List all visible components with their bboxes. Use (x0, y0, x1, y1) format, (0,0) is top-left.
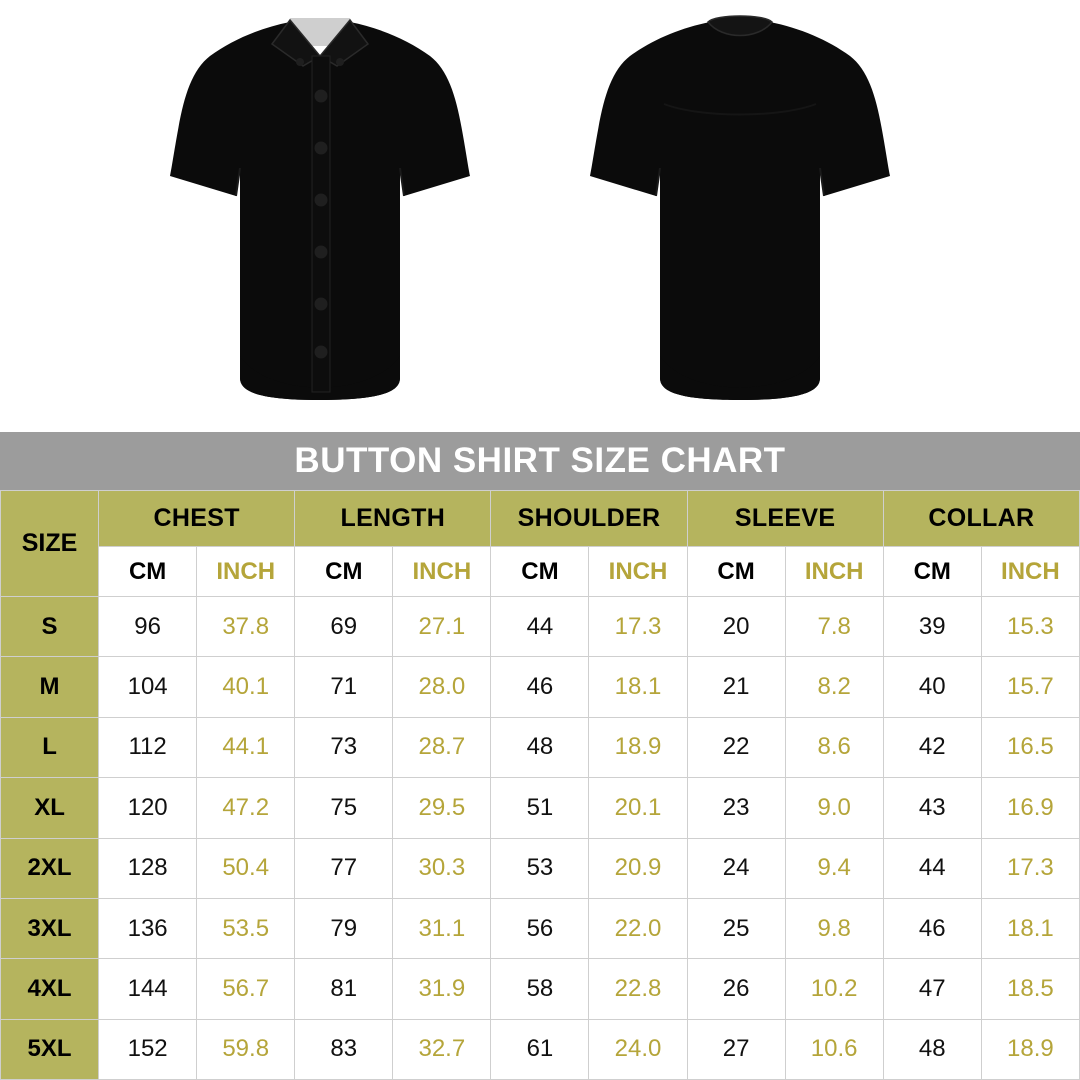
cell-length-inch: 27.1 (393, 597, 491, 657)
table-row (1, 778, 1080, 838)
row-size-label: 4XL (1, 959, 99, 1019)
header-sleeve-cm: CM (687, 547, 785, 597)
cell-collar-cm: 42 (883, 717, 981, 777)
cell-chest-cm: 152 (99, 1019, 197, 1079)
cell-length-cm: 81 (295, 959, 393, 1019)
header-group-sleeve: SLEEVE (687, 491, 883, 547)
cell-sleeve-inch: 9.8 (785, 898, 883, 958)
row-size-label: 2XL (1, 838, 99, 898)
cell-collar-cm: 47 (883, 959, 981, 1019)
cell-sleeve-inch: 8.6 (785, 717, 883, 777)
table-row (1, 597, 1080, 657)
cell-shoulder-inch: 18.9 (589, 717, 687, 777)
cell-chest-cm: 120 (99, 778, 197, 838)
cell-length-inch: 31.9 (393, 959, 491, 1019)
cell-shoulder-inch: 20.1 (589, 778, 687, 838)
cell-sleeve-inch: 10.2 (785, 959, 883, 1019)
cell-collar-inch: 15.7 (981, 657, 1079, 717)
product-image-area (0, 0, 1080, 432)
cell-sleeve-cm: 22 (687, 717, 785, 777)
row-size-label: L (1, 717, 99, 777)
cell-collar-cm: 39 (883, 597, 981, 657)
table-row (1, 838, 1080, 898)
cell-length-inch: 28.0 (393, 657, 491, 717)
cell-collar-inch: 16.9 (981, 778, 1079, 838)
cell-collar-inch: 18.9 (981, 1019, 1079, 1079)
cell-collar-inch: 18.1 (981, 898, 1079, 958)
cell-collar-inch: 15.3 (981, 597, 1079, 657)
cell-shoulder-cm: 58 (491, 959, 589, 1019)
cell-sleeve-cm: 27 (687, 1019, 785, 1079)
shirt-front-view (140, 0, 500, 432)
row-size-label: M (1, 657, 99, 717)
cell-length-inch: 32.7 (393, 1019, 491, 1079)
cell-collar-cm: 48 (883, 1019, 981, 1079)
cell-sleeve-inch: 8.2 (785, 657, 883, 717)
row-size-label: 3XL (1, 898, 99, 958)
table-row (1, 1019, 1080, 1079)
chart-title-band (0, 432, 1080, 490)
cell-length-cm: 71 (295, 657, 393, 717)
cell-chest-cm: 144 (99, 959, 197, 1019)
cell-sleeve-cm: 25 (687, 898, 785, 958)
cell-chest-inch: 44.1 (197, 717, 295, 777)
cell-collar-cm: 46 (883, 898, 981, 958)
cell-shoulder-cm: 46 (491, 657, 589, 717)
cell-length-cm: 75 (295, 778, 393, 838)
table-row (1, 717, 1080, 777)
cell-sleeve-inch: 7.8 (785, 597, 883, 657)
cell-chest-inch: 59.8 (197, 1019, 295, 1079)
row-size-label: XL (1, 778, 99, 838)
cell-sleeve-inch: 10.6 (785, 1019, 883, 1079)
cell-sleeve-inch: 9.0 (785, 778, 883, 838)
header-group-shoulder: SHOULDER (491, 491, 687, 547)
cell-length-cm: 73 (295, 717, 393, 777)
cell-chest-cm: 128 (99, 838, 197, 898)
header-collar-cm: CM (883, 547, 981, 597)
row-size-label: 5XL (1, 1019, 99, 1079)
cell-sleeve-cm: 26 (687, 959, 785, 1019)
cell-shoulder-cm: 56 (491, 898, 589, 958)
cell-sleeve-cm: 24 (687, 838, 785, 898)
cell-chest-cm: 96 (99, 597, 197, 657)
cell-collar-cm: 40 (883, 657, 981, 717)
cell-collar-inch: 18.5 (981, 959, 1079, 1019)
page-title: BUTTON SHIRT SIZE CHART (294, 441, 786, 480)
cell-length-inch: 28.7 (393, 717, 491, 777)
header-group-length: LENGTH (295, 491, 491, 547)
cell-shoulder-cm: 44 (491, 597, 589, 657)
cell-shoulder-inch: 20.9 (589, 838, 687, 898)
header-length-cm: CM (295, 547, 393, 597)
table-row (1, 657, 1080, 717)
cell-chest-inch: 56.7 (197, 959, 295, 1019)
header-group-collar: COLLAR (883, 491, 1079, 547)
cell-shoulder-cm: 48 (491, 717, 589, 777)
cell-length-cm: 79 (295, 898, 393, 958)
table-unit-header-row (1, 547, 1080, 597)
cell-length-inch: 29.5 (393, 778, 491, 838)
table-row (1, 959, 1080, 1019)
cell-chest-cm: 104 (99, 657, 197, 717)
cell-chest-cm: 112 (99, 717, 197, 777)
header-chest-inch: INCH (197, 547, 295, 597)
cell-sleeve-cm: 23 (687, 778, 785, 838)
cell-collar-cm: 43 (883, 778, 981, 838)
header-shoulder-cm: CM (491, 547, 589, 597)
cell-shoulder-inch: 22.8 (589, 959, 687, 1019)
header-chest-cm: CM (99, 547, 197, 597)
cell-chest-inch: 47.2 (197, 778, 295, 838)
header-group-chest: CHEST (99, 491, 295, 547)
row-size-label: S (1, 597, 99, 657)
size-chart-table-wrap (0, 490, 1080, 1080)
cell-collar-inch: 17.3 (981, 838, 1079, 898)
cell-chest-inch: 40.1 (197, 657, 295, 717)
cell-sleeve-inch: 9.4 (785, 838, 883, 898)
cell-length-cm: 83 (295, 1019, 393, 1079)
table-group-header-row (1, 491, 1080, 547)
cell-sleeve-cm: 21 (687, 657, 785, 717)
cell-length-cm: 77 (295, 838, 393, 898)
cell-shoulder-inch: 24.0 (589, 1019, 687, 1079)
shirt-back-view (560, 0, 920, 432)
header-size: SIZE (1, 491, 99, 597)
cell-chest-cm: 136 (99, 898, 197, 958)
size-chart-table (0, 490, 1080, 1080)
header-sleeve-inch: INCH (785, 547, 883, 597)
cell-length-inch: 30.3 (393, 838, 491, 898)
cell-collar-cm: 44 (883, 838, 981, 898)
cell-length-cm: 69 (295, 597, 393, 657)
header-collar-inch: INCH (981, 547, 1079, 597)
cell-shoulder-cm: 61 (491, 1019, 589, 1079)
header-shoulder-inch: INCH (589, 547, 687, 597)
cell-shoulder-cm: 53 (491, 838, 589, 898)
cell-chest-inch: 37.8 (197, 597, 295, 657)
cell-chest-inch: 50.4 (197, 838, 295, 898)
cell-shoulder-inch: 22.0 (589, 898, 687, 958)
cell-shoulder-inch: 17.3 (589, 597, 687, 657)
cell-collar-inch: 16.5 (981, 717, 1079, 777)
header-length-inch: INCH (393, 547, 491, 597)
table-row (1, 898, 1080, 958)
cell-length-inch: 31.1 (393, 898, 491, 958)
cell-shoulder-cm: 51 (491, 778, 589, 838)
cell-chest-inch: 53.5 (197, 898, 295, 958)
cell-shoulder-inch: 18.1 (589, 657, 687, 717)
cell-sleeve-cm: 20 (687, 597, 785, 657)
